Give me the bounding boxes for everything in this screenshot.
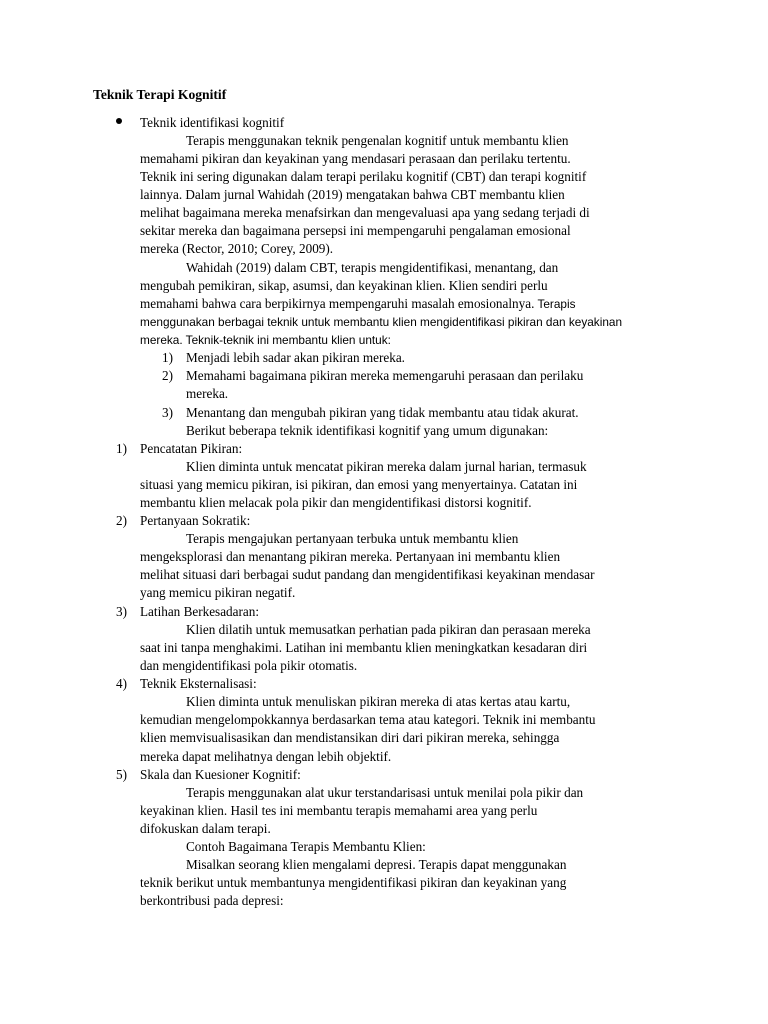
technique-number: 2)	[116, 513, 127, 528]
para2-line: Wahidah (2019) dalam CBT, terapis mengidentifikasi, menantang, dan	[186, 260, 559, 275]
techniques-intro: Berikut beberapa teknik identifikasi kognitif yang umum digunakan:	[186, 423, 549, 438]
technique-line: Klien dilatih untuk memusatkan perhatian pada pikiran dan perasaan mereka	[186, 622, 591, 637]
technique-number: 5)	[116, 767, 127, 782]
example-line: berkontribusi pada depresi:	[140, 893, 284, 908]
technique-line: Terapis mengajukan pertanyaan terbuka untuk membantu klien	[186, 531, 519, 546]
para2-serif-segment: memahami bahwa cara berpikirnya mempengaruhi masalah emosionalnya.	[140, 296, 535, 311]
technique-heading: Latihan Berkesadaran:	[140, 604, 259, 619]
para1-line: mereka (Rector, 2010; Corey, 2009).	[140, 241, 334, 256]
technique-line: dan mengidentifikasi pola pikir otomatis.	[140, 658, 358, 673]
technique-line: mereka dapat melihatnya dengan lebih objektif.	[140, 749, 392, 764]
sublist-item: Memahami bagaimana pikiran mereka memengaruhi perasaan dan perilaku	[186, 368, 584, 383]
sublist-number: 1)	[162, 350, 173, 365]
technique-number: 4)	[116, 676, 127, 691]
technique-heading: Teknik Eksternalisasi:	[140, 676, 257, 691]
technique-number: 1)	[116, 441, 127, 456]
para2-line-mixed	[140, 295, 575, 313]
para2-line: mengubah pemikiran, sikap, asumsi, dan keyakinan klien. Klien sendiri perlu	[140, 278, 548, 293]
technique-line: Klien diminta untuk menuliskan pikiran mereka di atas kertas atau kartu,	[186, 694, 571, 709]
para2-sans-segment: Terapis	[534, 297, 576, 311]
technique-line: kemudian mengelompokkannya berdasarkan tema atau kategori. Teknik ini membantu	[140, 712, 596, 727]
technique-heading: Skala dan Kuesioner Kognitif:	[140, 767, 301, 782]
example-line: teknik berikut untuk membantunya mengidentifikasi pikiran dan keyakinan yang	[140, 875, 567, 890]
para1-line: memahami pikiran dan keyakinan yang mendasari perasaan dan perilaku tertentu.	[140, 151, 571, 166]
technique-line: melihat situasi dari berbagai sudut pandang dan mengidentifikasi keyakinan mendasar	[140, 567, 595, 582]
technique-heading: Pencatatan Pikiran:	[140, 441, 243, 456]
technique-number: 3)	[116, 604, 127, 619]
technique-line: Terapis menggunakan alat ukur terstandarisasi untuk menilai pola pikir dan	[186, 785, 584, 800]
para2-sans-line: mereka. Teknik-teknik ini membantu klien untuk:	[140, 333, 391, 347]
technique-line: Klien diminta untuk mencatat pikiran mereka dalam jurnal harian, termasuk	[186, 459, 587, 474]
sublist-item: Menjadi lebih sadar akan pikiran mereka.	[186, 350, 405, 365]
technique-line: situasi yang memicu pikiran, isi pikiran, dan emosi yang menyertainya. Catatan ini	[140, 477, 578, 492]
sublist-item-cont: mereka.	[186, 386, 229, 401]
example-heading: Contoh Bagaimana Terapis Membantu Klien:	[186, 839, 426, 854]
technique-line: difokuskan dalam terapi.	[140, 821, 271, 836]
sublist-item: Menantang dan mengubah pikiran yang tidak membantu atau tidak akurat.	[186, 405, 579, 420]
para1-line: melihat bagaimana mereka menafsirkan dan mengevaluasi apa yang sedang terjadi di	[140, 205, 590, 220]
technique-line: saat ini tanpa menghakimi. Latihan ini membantu klien meningkatkan kesadaran diri	[140, 640, 588, 655]
sublist-number: 3)	[162, 405, 173, 420]
technique-line: mengeksplorasi dan menantang pikiran mereka. Pertanyaan ini membantu klien	[140, 549, 561, 564]
para1-line: Terapis menggunakan teknik pengenalan kognitif untuk membantu klien	[186, 133, 569, 148]
para2-sans-line: menggunakan berbagai teknik untuk membantu klien mengidentifikasi pikiran dan keyakinan	[140, 315, 623, 329]
para1-line: lainnya. Dalam jurnal Wahidah (2019) mengatakan bahwa CBT membantu klien	[140, 187, 565, 202]
para1-line: sekitar mereka dan bagaimana persepsi ini mempengaruhi pengalaman emosional	[140, 223, 571, 238]
example-line: Misalkan seorang klien mengalami depresi. Terapis dapat menggunakan	[186, 857, 567, 872]
technique-line: klien memvisualisasikan dan mendistansikan diri dari pikiran mereka, sehingga	[140, 730, 560, 745]
document-title: Teknik Terapi Kognitif	[93, 87, 227, 102]
technique-line: yang memicu pikiran negatif.	[140, 585, 296, 600]
technique-heading: Pertanyaan Sokratik:	[140, 513, 251, 528]
technique-line: membantu klien melacak pola pikir dan mengidentifikasi distorsi kognitif.	[140, 495, 532, 510]
sublist-number: 2)	[162, 368, 173, 383]
para1-line: Teknik ini sering digunakan dalam terapi perilaku kognitif (CBT) dan terapi kognitif	[140, 169, 587, 184]
bullet-item-label: Teknik identifikasi kognitif	[140, 115, 285, 130]
technique-line: keyakinan klien. Hasil tes ini membantu terapis memahami area yang perlu	[140, 803, 538, 818]
bullet-dot	[116, 118, 122, 124]
